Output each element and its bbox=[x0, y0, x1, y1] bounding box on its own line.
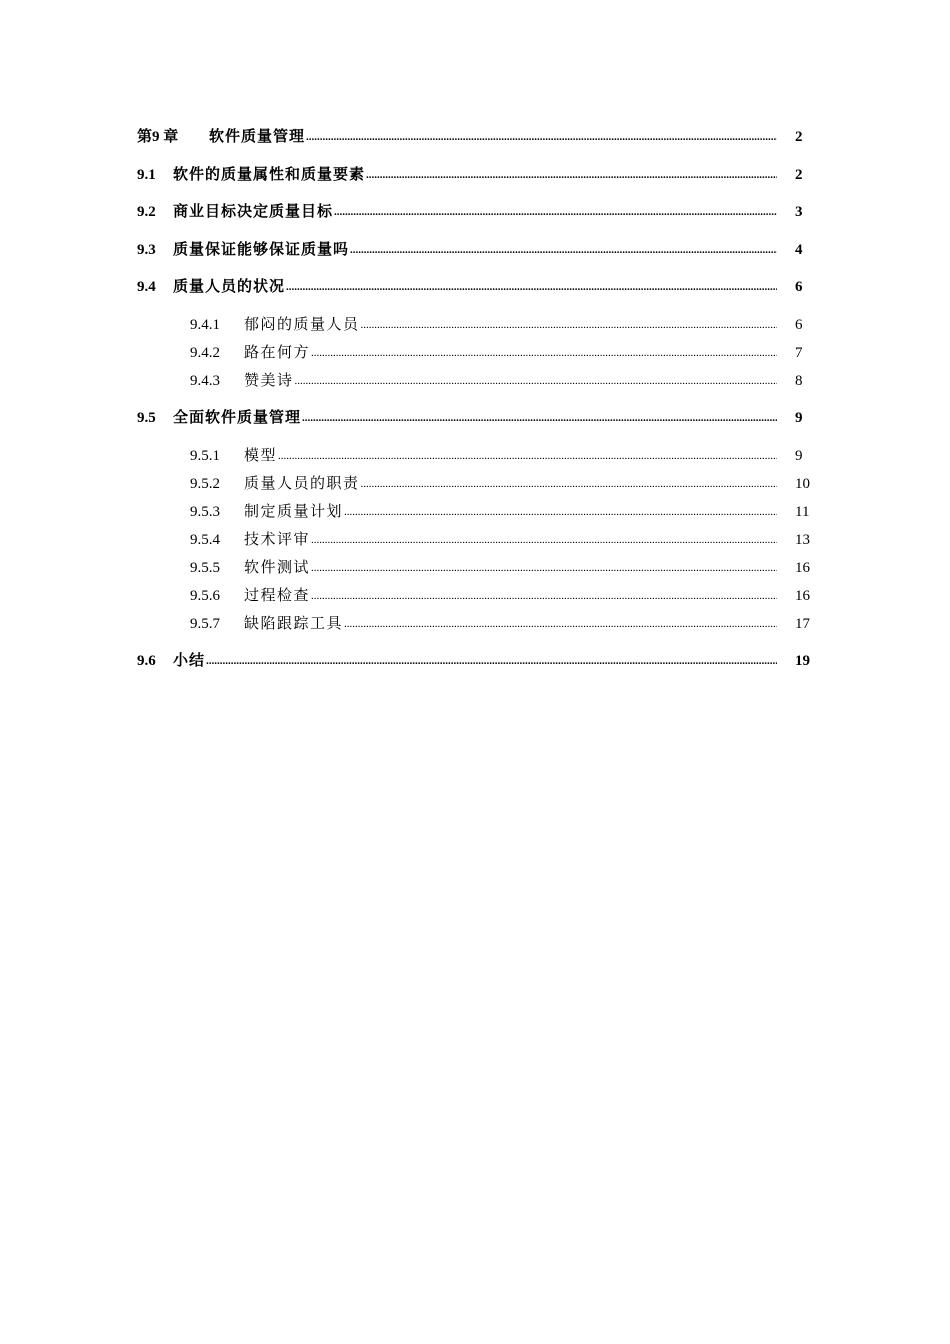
toc-entry-page: 9 bbox=[795, 448, 803, 464]
toc-entry-title: 质量保证能够保证质量吗 bbox=[173, 242, 350, 258]
toc-entry-page: 2 bbox=[795, 129, 803, 145]
toc-entry-9-5-2[interactable] bbox=[190, 472, 817, 496]
toc-leader-dots bbox=[344, 612, 777, 636]
toc-entry-page: 6 bbox=[795, 317, 803, 333]
toc-leader-dots bbox=[286, 275, 777, 299]
toc-entry-page: 4 bbox=[795, 242, 803, 258]
toc-entry-title: 软件质量管理 bbox=[209, 129, 306, 145]
toc-entry-number: 9.5.4 bbox=[190, 532, 220, 548]
toc-entry-9-5-4[interactable] bbox=[190, 528, 817, 552]
toc-entry-9-5[interactable] bbox=[137, 406, 817, 430]
toc-entry-title: 软件测试 bbox=[244, 560, 311, 576]
toc-entry-number: 9.5.5 bbox=[190, 560, 220, 576]
toc-entry-page: 3 bbox=[795, 204, 803, 220]
toc-entry-9-5-3[interactable] bbox=[190, 500, 817, 524]
toc-entry-9-4-3[interactable] bbox=[190, 369, 817, 393]
toc-entry-title: 缺陷跟踪工具 bbox=[244, 616, 344, 632]
toc-leader-dots bbox=[311, 584, 777, 608]
toc-entry-title: 过程检查 bbox=[244, 588, 311, 604]
toc-entry-number: 第9 章 bbox=[137, 129, 179, 145]
toc-leader-dots bbox=[311, 528, 777, 552]
toc-entry-number: 9.5.3 bbox=[190, 504, 220, 520]
toc-entry-9-4[interactable] bbox=[137, 275, 817, 299]
toc-entry-page: 17 bbox=[795, 616, 810, 632]
toc-entry-9-2[interactable] bbox=[137, 200, 817, 224]
toc-entry-9-3[interactable] bbox=[137, 238, 817, 262]
toc-entry-number: 9.5.7 bbox=[190, 616, 220, 632]
toc-entry-page: 10 bbox=[795, 476, 810, 492]
toc-entry-page: 11 bbox=[795, 504, 810, 520]
toc-leader-dots bbox=[350, 238, 777, 262]
toc-entry-page: 16 bbox=[795, 560, 810, 576]
toc-entry-number: 9.4.1 bbox=[190, 317, 220, 333]
toc-entry-number: 9.4.3 bbox=[190, 373, 220, 389]
toc-entry-number: 9.3 bbox=[137, 242, 156, 258]
toc-entry-page: 8 bbox=[795, 373, 803, 389]
toc-entry-title: 软件的质量属性和质量要素 bbox=[173, 167, 366, 183]
toc-entry-number: 9.5.6 bbox=[190, 588, 220, 604]
toc-leader-dots bbox=[334, 200, 777, 224]
toc-leader-dots bbox=[361, 472, 777, 496]
toc-entry-number: 9.5.1 bbox=[190, 448, 220, 464]
toc-leader-dots bbox=[344, 500, 777, 524]
toc-entry-page: 7 bbox=[795, 345, 803, 361]
toc-entry-9-5-6[interactable] bbox=[190, 584, 817, 608]
toc-entry-title: 制定质量计划 bbox=[244, 504, 344, 520]
toc-entry-number: 9.4 bbox=[137, 279, 156, 295]
toc-entry-title: 质量人员的状况 bbox=[173, 279, 286, 295]
toc-entry-number: 9.6 bbox=[137, 653, 156, 669]
toc-leader-dots bbox=[311, 341, 777, 365]
toc-entry-9-1[interactable] bbox=[137, 163, 817, 187]
toc-entry-title: 路在何方 bbox=[244, 345, 311, 361]
toc-entry-title: 郁闷的质量人员 bbox=[244, 317, 360, 333]
toc-entry-9-5-5[interactable] bbox=[190, 556, 817, 580]
toc-entry-title: 商业目标决定质量目标 bbox=[173, 204, 334, 220]
toc-entry-page: 16 bbox=[795, 588, 810, 604]
toc-leader-dots bbox=[366, 163, 777, 187]
toc-entry-page: 19 bbox=[795, 653, 810, 669]
toc-entry-9-5-1[interactable] bbox=[190, 444, 817, 468]
toc-leader-dots bbox=[206, 649, 777, 673]
toc-leader-dots bbox=[306, 125, 777, 149]
toc-entry-number: 9.2 bbox=[137, 204, 156, 220]
toc-entry-9-4-2[interactable] bbox=[190, 341, 817, 365]
toc-entry-title: 全面软件质量管理 bbox=[173, 410, 302, 426]
toc-leader-dots bbox=[361, 313, 777, 337]
toc-entry-title: 质量人员的职责 bbox=[244, 476, 360, 492]
toc-entry-page: 6 bbox=[795, 279, 803, 295]
toc-leader-dots bbox=[311, 556, 777, 580]
toc-entry-page: 2 bbox=[795, 167, 803, 183]
toc-entry-9-4-1[interactable] bbox=[190, 313, 817, 337]
toc-entry-number: 9.4.2 bbox=[190, 345, 220, 361]
toc-entry-number: 9.5.2 bbox=[190, 476, 220, 492]
toc-entry-title: 技术评审 bbox=[244, 532, 311, 548]
toc-entry-9-6[interactable] bbox=[137, 649, 817, 673]
toc-entry-title: 小结 bbox=[173, 653, 206, 669]
toc-entry-number: 9.5 bbox=[137, 410, 156, 426]
toc-leader-dots bbox=[302, 406, 777, 430]
toc-entry-page: 9 bbox=[795, 410, 803, 426]
toc-entry-9-5-7[interactable] bbox=[190, 612, 817, 636]
toc-entry-title: 模型 bbox=[244, 448, 278, 464]
toc-leader-dots bbox=[278, 444, 777, 468]
toc-entry-number: 9.1 bbox=[137, 167, 156, 183]
toc-entry-chapter-9[interactable] bbox=[137, 125, 817, 149]
toc-entry-title: 赞美诗 bbox=[244, 373, 294, 389]
toc-leader-dots bbox=[295, 369, 777, 393]
toc-entry-page: 13 bbox=[795, 532, 810, 548]
